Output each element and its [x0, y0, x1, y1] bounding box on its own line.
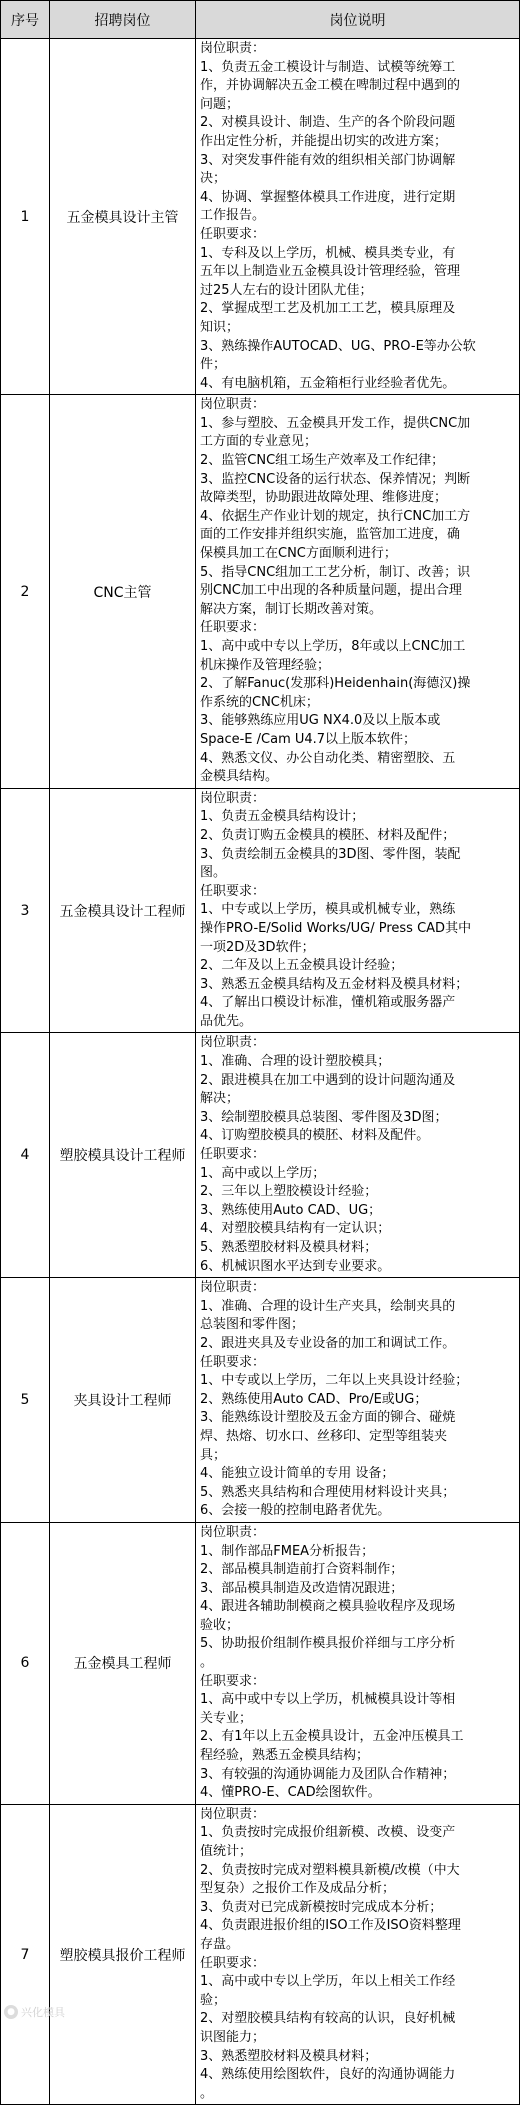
row-index: 3 — [1, 788, 50, 1033]
description-line: 任职要求： — [200, 1955, 266, 1971]
row-index: 4 — [1, 1033, 50, 1278]
header-index: 序号 — [1, 1, 50, 39]
description-line: 3、监控CNC设备的运行状态、保养情况；判断 — [200, 471, 471, 487]
description-line: 2、监管CNC组工场生产效率及工作纪律； — [200, 453, 445, 469]
table-row — [1, 1804, 520, 2105]
description-line: 2、有1年以上五金模具设计，五金冲压模具工 — [200, 1729, 464, 1745]
description-line: 2、对模具设计、制造、生产的各个阶段问题 — [200, 115, 456, 131]
description-line: 任职要求： — [200, 1673, 266, 1689]
description-line: 1、中专或以上学历，二年以上夹具设计经验； — [200, 1373, 469, 1389]
description-line: 岗位职责： — [200, 790, 266, 806]
position-description — [196, 788, 520, 1033]
description-line: 工方面的专业意见； — [200, 434, 318, 450]
description-line: 4、跟进各辅助制模商之模具验收程序及现场 — [200, 1599, 456, 1615]
description-line: 操作PRO-E/Solid Works/UG/ Press CAD其中 — [200, 920, 472, 936]
description-line: 5、熟悉塑胶材料及模具材料； — [200, 1240, 378, 1255]
description-line: 五年以上制造业五金模具设计管理经验，管理 — [200, 264, 461, 280]
description-line: 3、熟练使用Auto CAD、UG； — [200, 1202, 382, 1218]
description-line: 关专业； — [200, 1710, 253, 1726]
description-line: 验收； — [200, 1617, 240, 1633]
description-line: 件； — [200, 357, 227, 373]
description-line: 1、准确、合理的设计生产夹具，绘制夹具的 — [200, 1298, 456, 1314]
table-row — [1, 39, 520, 395]
watermark-text: 兴化模具 — [21, 2006, 65, 2019]
wechat-logo-icon: ● — [4, 2005, 18, 2019]
description-line: 2、负责订购五金模具的模胚、材料及配件； — [200, 827, 456, 843]
description-line: 3、熟练操作AUTOCAD、UG、PRO-E等办公软 — [200, 338, 476, 354]
description-line: 2、跟进夹具及专业设备的加工和调试工作。 — [200, 1335, 456, 1351]
description-line: 5、指导CNC组加工工艺分析，制订、改善；识 — [200, 564, 471, 580]
description-line: 程经验，熟悉五金模具结构； — [200, 1748, 370, 1764]
description-line: 2、掌握成型工艺及机加工工艺，模具原理及 — [200, 301, 456, 317]
description-line: 过25人左右的设计团队尤佳； — [200, 282, 373, 298]
description-line: 4、能独立设计简单的专用 设备； — [200, 1466, 395, 1482]
description-line: 具； — [200, 1447, 227, 1463]
description-line: 1、高中或中专以上学历，年以上相关工作经 — [200, 1974, 456, 1990]
position-title: CNC主管 — [50, 395, 196, 788]
table-row — [1, 1522, 520, 1804]
description-line: 作系统的CNC机床； — [200, 694, 319, 710]
description-line: 保模具加工在CNC方面顺利进行； — [200, 546, 397, 562]
position-title: 夹具设计工程师 — [50, 1278, 196, 1523]
description-line: 1、中专或以上学历，模具或机械专业，熟练 — [200, 902, 456, 918]
description-line: 型复杂）之报价工作及成品分析； — [200, 1881, 396, 1897]
description-line: 2、对塑胶模具结构有较高的认识，良好机械 — [200, 2011, 456, 2027]
row-index: 7 — [1, 1804, 50, 2105]
description-line: 2、熟练使用Auto CAD、Pro/E或UG； — [200, 1391, 428, 1407]
description-line: 3、能够熟练应用UG NX4.0及以上版本或 — [200, 713, 441, 729]
row-index: 1 — [1, 39, 50, 395]
description-line: 岗位职责： — [200, 1035, 266, 1051]
description-line: 1、参与塑胶、五金模具开发工作，提供CNC加 — [200, 415, 471, 431]
description-line: 金模具结构。 — [200, 769, 279, 785]
description-line: 4、了解出口模设计标准，懂机箱或服务器产 — [200, 995, 456, 1011]
description-line: 岗位职责： — [200, 1806, 266, 1822]
row-index: 2 — [1, 395, 50, 788]
description-line: 任职要求： — [200, 1147, 266, 1163]
header-description: 岗位说明 — [196, 1, 520, 39]
description-line: 2、部品模具制造前打合资料制作； — [200, 1562, 404, 1578]
description-line: 焊、热熔、切水口、丝移印、定型等组装夹 — [200, 1428, 448, 1444]
description-line: 总装图和零件图； — [200, 1317, 305, 1333]
description-line: 3、能熟练设计塑胶及五金方面的铆合、碰焼 — [200, 1410, 456, 1426]
description-line: 岗位职责： — [200, 1524, 266, 1540]
description-line: 5、协助报价组制作模具报价祥细与工序分析 — [200, 1636, 456, 1652]
description-line: 1、高中或以上学历； — [200, 1165, 326, 1181]
description-line: 4、熟练使用绘图软件，良好的沟通协调能力 — [200, 2067, 456, 2083]
description-line: 4、依据生产作业计划的规定，执行CNC加工方 — [200, 508, 471, 524]
description-line: 解决； — [200, 1091, 240, 1107]
description-line: 任职要求： — [200, 620, 266, 636]
position-description — [196, 1522, 520, 1804]
description-line: 1、高中或中专以上学历，8年或以上CNC加工 — [200, 639, 466, 654]
description-line: 4、订购塑胶模具的模胚、材料及配件。 — [200, 1128, 430, 1144]
description-line: 。 — [200, 1655, 214, 1671]
description-line: 2、跟进模具在加工中遇到的设计问题沟通及 — [200, 1072, 456, 1088]
description-line: 3、对突发事件能有效的组织相关部门协调解 — [200, 152, 456, 168]
description-line: 3、有较强的沟通协调能力及团队合作精神； — [200, 1766, 456, 1782]
description-line: 品优先。 — [200, 1013, 253, 1029]
row-index: 5 — [1, 1278, 50, 1523]
description-line: 一项2D及3D软件； — [200, 939, 315, 955]
description-line: 1、负责五金工模设计与制造、试模等统筹工 — [200, 59, 456, 75]
description-line: 1、高中或中专以上学历，机械模具设计等相 — [200, 1692, 456, 1708]
description-line: 1、制作部品FMEA分析报告； — [200, 1543, 375, 1559]
position-description — [196, 39, 520, 395]
table-row — [1, 1278, 520, 1523]
description-line: 岗位职责： — [200, 1280, 266, 1296]
position-description — [196, 1033, 520, 1278]
description-line: 值统计； — [200, 1844, 253, 1859]
description-line: 2、负责按时完成对塑料模具新模/改模（中大 — [200, 1862, 460, 1878]
description-line: 任职要求： — [200, 883, 266, 899]
position-title: 塑胶模具报价工程师 — [50, 1804, 196, 2105]
row-index: 6 — [1, 1522, 50, 1804]
description-line: 知识； — [200, 319, 240, 335]
position-description — [196, 1278, 520, 1523]
description-line: 4、协调、掌握整体模具工作进度，进行定期 — [200, 189, 456, 205]
table-row — [1, 395, 520, 788]
description-line: 6、机械识图水平达到专业要求。 — [200, 1258, 391, 1274]
description-line: 2、三年以上塑胶模设计经验； — [200, 1184, 378, 1200]
description-line: 4、熟悉文仪、办公自动化类、精密塑胶、五 — [200, 750, 456, 766]
description-line: 6、会接一般的控制电路者优先。 — [200, 1503, 391, 1519]
description-line: 故障类型，协助跟进故障处理、维修进度； — [200, 490, 448, 506]
description-line: 4、懂PRO-E、CAD绘图软件。 — [200, 1785, 381, 1801]
description-line: 3、负责绘制五金模具的3D图、零件图，装配 — [200, 846, 461, 862]
position-title: 五金模具设计工程师 — [50, 788, 196, 1033]
description-line: 岗位职责： — [200, 397, 266, 413]
description-line: 3、绘制塑胶模具总装图、零件图及3D图； — [200, 1109, 448, 1125]
description-line: 2、了解Fanuc(发那科)Heidenhain(海德汉)操 — [200, 676, 471, 692]
description-line: 岗位职责： — [200, 41, 266, 56]
description-line: 验； — [200, 1992, 227, 2008]
position-description — [196, 395, 520, 788]
description-line: 3、熟悉塑胶材料及模具材料； — [200, 2048, 378, 2064]
description-line: 决； — [200, 171, 227, 187]
description-line: 问题； — [200, 96, 240, 112]
table-row — [1, 1033, 520, 1278]
header-position: 招聘岗位 — [50, 1, 196, 39]
table-header-row — [1, 1, 520, 39]
description-line: 1、负责按时完成报价组新模、改模、设变产 — [200, 1825, 456, 1841]
description-line: 工作报告。 — [200, 208, 266, 224]
position-title: 五金模具工程师 — [50, 1522, 196, 1804]
description-line: 1、专科及以上学历，机械、模具类专业，有 — [200, 245, 456, 261]
description-line: 2、二年及以上五金模具设计经验； — [200, 958, 404, 974]
description-line: 4、有电脑机箱，五金箱柜行业经验者优先。 — [200, 375, 456, 391]
description-line: 任职要求： — [200, 1354, 266, 1370]
description-line: 面的工作安排并组织实施，监管加工进度，确 — [200, 527, 461, 543]
watermark — [4, 2004, 65, 2020]
description-line: 3、部品模具制造及改造情况跟进； — [200, 1580, 404, 1596]
description-line: 作，并协调解决五金工模在啤制过程中遇到的 — [200, 78, 461, 94]
description-line: 3、熟悉五金模具结构及五金材料及模具材料； — [200, 976, 469, 992]
description-line: 存盘。 — [200, 1936, 240, 1952]
description-line: 机床操作及管理经验； — [200, 657, 331, 673]
description-line: 任职要求： — [200, 226, 266, 242]
description-line: Space-E /Cam U4.7以上版本软件； — [200, 731, 417, 747]
description-line: 1、负责五金模具结构设计； — [200, 809, 365, 825]
description-line: 解决方案，制订长期改善对策。 — [200, 601, 383, 617]
description-line: 5、熟悉夹具结构和合理使用材料设计夹具； — [200, 1484, 456, 1500]
description-line: 3、负责对已完成新模按时完成成本分析； — [200, 1899, 443, 1915]
description-line: 4、负责跟进报价组的ISO工作及ISO资料整理 — [200, 1918, 461, 1934]
position-description — [196, 1804, 520, 2105]
description-line: 图。 — [200, 865, 227, 881]
description-line: 别CNC加工中出现的各种质量问题，提出合理 — [200, 583, 462, 599]
position-title: 五金模具设计主管 — [50, 39, 196, 395]
description-line: 作出定性分析，并能提出切实的改进方案； — [200, 133, 448, 149]
description-line: 。 — [200, 2085, 214, 2101]
table-row — [1, 788, 520, 1033]
description-line: 4、对塑胶模具结构有一定认识； — [200, 1221, 391, 1237]
description-line: 1、准确、合理的设计塑胶模具； — [200, 1054, 391, 1070]
position-title: 塑胶模具设计工程师 — [50, 1033, 196, 1278]
description-line: 识图能力； — [200, 2029, 266, 2045]
